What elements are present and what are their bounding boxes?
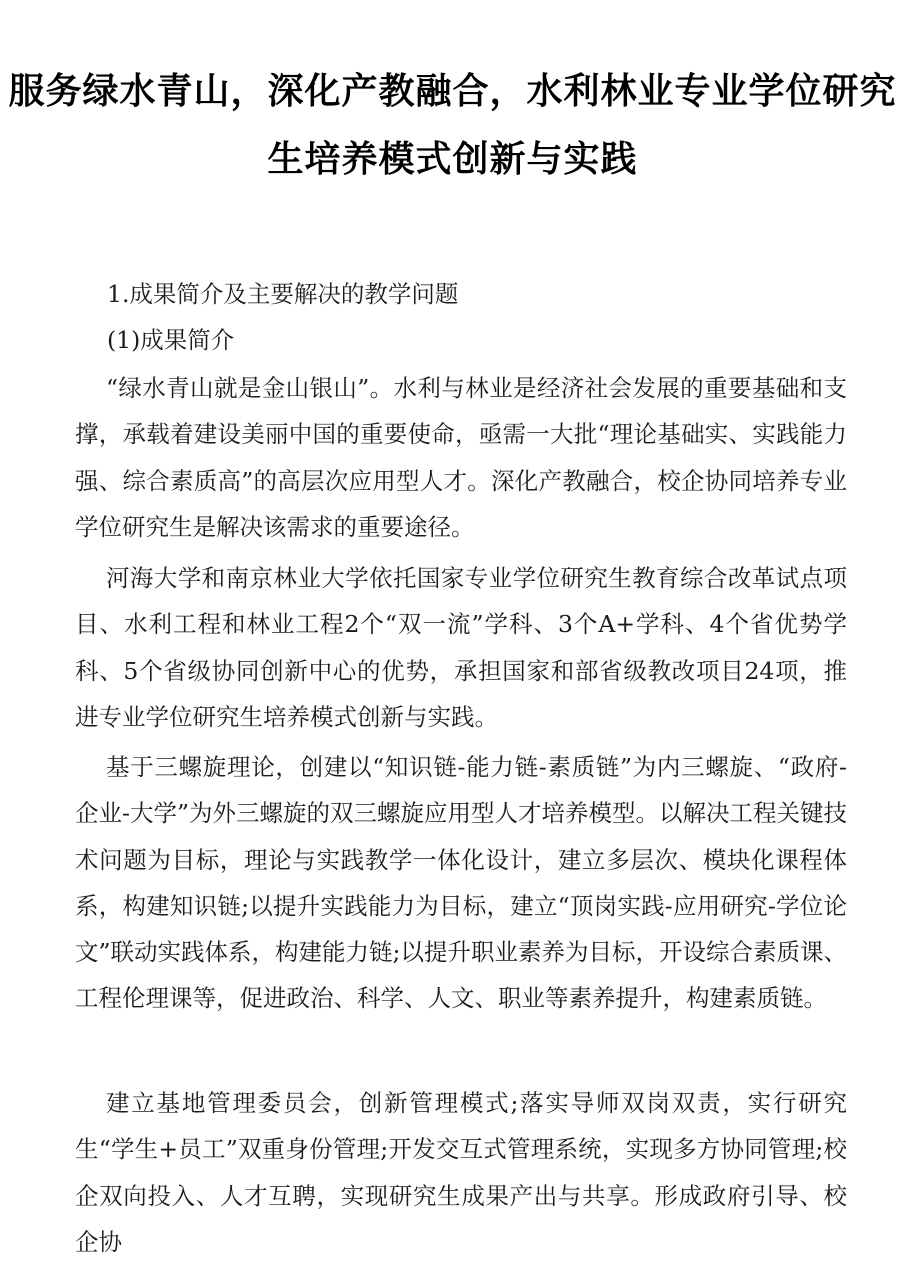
subsection-heading: (1)成果简介 [107, 326, 235, 354]
paragraph-triple-helix: 基于三螺旋理论，创建以“知识链-能力链-素质链”为内三螺旋、“政府-企业-大学”为外三螺旋的双三螺旋应用型人才培养模型。以解决工程关键技术问题为目标，理论与实践教学一体化设计，建立多层次、模块化课程体系，构建知识链;以提升实践能力为目标，建立“顶岗实践-应用研究-学位论文”联动实践体系，构建能力链;以提升职业素养为目标，开设综合素质课、工程伦理课等，促进政治、科学、人文、职业等素养提升，构建素质链。 [75, 753, 847, 1013]
section-heading: 1.成果简介及主要解决的教学问题 [107, 280, 459, 308]
paragraph-management: 建立基地管理委员会，创新管理模式;落实导师双岗双责，实行研究生“学生+员工”双重身份管理;开发交互式管理系统，实现多方协同管理;校企双向投入、人才互聘，实现研究生成果产出与共享。形成政府引导、校企协 [75, 1089, 847, 1256]
paragraph-intro: “绿水青山就是金山银山”。水利与林业是经济社会发展的重要基础和支撑，承载着建设美丽中国的重要使命，亟需一大批“理论基础实、实践能力强、综合素质高”的高层次应用型人才。深化产教融合，校企协同培养专业学位研究生是解决该需求的重要途径。 [75, 374, 847, 541]
document-title-line-1: 服务绿水青山，深化产教融合，水利林业专业学位研究 [8, 71, 897, 112]
document-title-line-2: 生培养模式创新与实践 [267, 139, 638, 180]
paragraph-universities: 河海大学和南京林业大学依托国家专业学位研究生教育综合改革试点项目、水利工程和林业工程2个“双一流”学科、3个A+学科、4个省优势学科、5个省级协同创新中心的优势，承担国家和部省级教改项目24项，推进专业学位研究生培养模式创新与实践。 [75, 564, 847, 731]
